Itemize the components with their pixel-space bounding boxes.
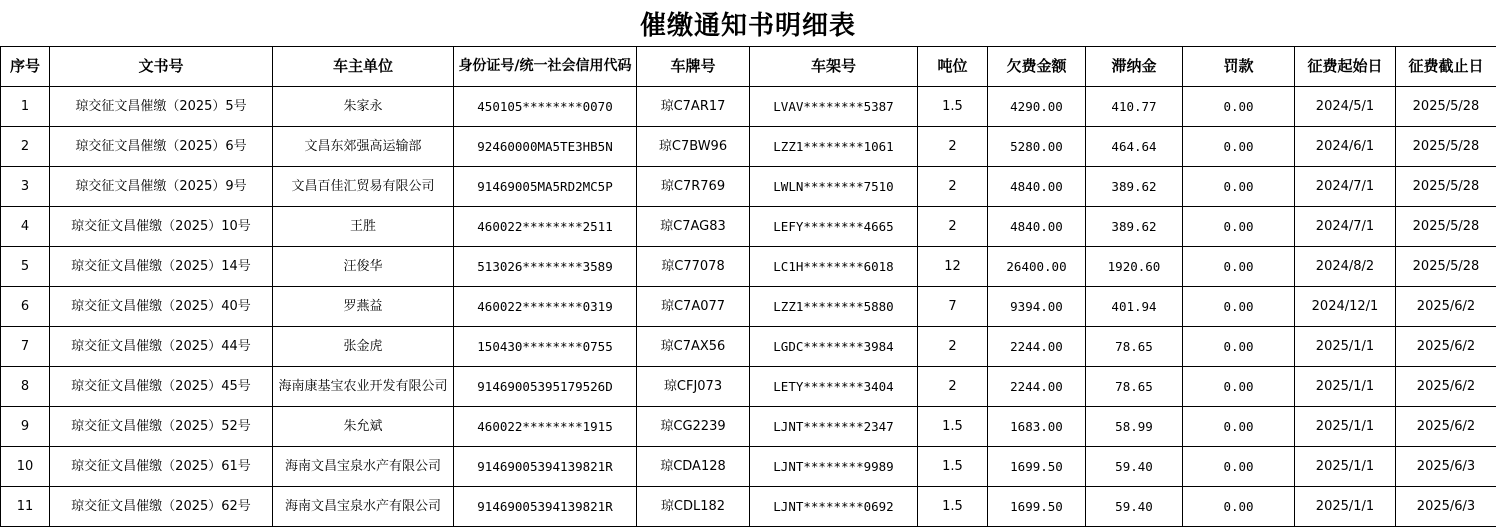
table-row (1, 487, 1496, 527)
cell-arrears[interactable]: 5280.00 (988, 127, 1086, 167)
cell-plate[interactable]: 琼C7R769 (637, 167, 750, 207)
cell-document-no[interactable]: 琼交征文昌催缴（2025）62号 (50, 487, 273, 527)
cell-tonnage[interactable]: 2 (918, 327, 988, 367)
cell-tonnage[interactable]: 12 (918, 247, 988, 287)
cell-fine[interactable]: 0.00 (1183, 487, 1295, 527)
table-row (1, 167, 1496, 207)
cell-plate[interactable]: 琼CDL182 (637, 487, 750, 527)
cell-start-date[interactable]: 2024/8/2 (1295, 247, 1396, 287)
cell-document-no[interactable]: 琼交征文昌催缴（2025）14号 (50, 247, 273, 287)
cell-tonnage[interactable]: 1.5 (918, 407, 988, 447)
table-row (1, 447, 1496, 487)
col-header-owner[interactable]: 车主单位 (273, 47, 454, 87)
cell-fine[interactable]: 0.00 (1183, 367, 1295, 407)
cell-fine[interactable]: 0.00 (1183, 247, 1295, 287)
cell-plate[interactable]: 琼C7A077 (637, 287, 750, 327)
cell-end-date[interactable]: 2025/6/2 (1396, 327, 1496, 367)
cell-end-date[interactable]: 2025/5/28 (1396, 207, 1496, 247)
cell-seq[interactable]: 9 (1, 407, 50, 447)
cell-document-no[interactable]: 琼交征文昌催缴（2025）45号 (50, 367, 273, 407)
cell-start-date[interactable]: 2024/5/1 (1295, 87, 1396, 127)
cell-id-number[interactable]: 460022********1915 (454, 407, 637, 447)
cell-late-fee[interactable]: 59.40 (1086, 447, 1183, 487)
cell-id-number[interactable]: 91469005395179526D (454, 367, 637, 407)
cell-vin[interactable]: LVAV********5387 (750, 87, 918, 127)
cell-document-no[interactable]: 琼交征文昌催缴（2025）52号 (50, 407, 273, 447)
cell-owner[interactable]: 朱允斌 (273, 407, 454, 447)
cell-arrears[interactable]: 4840.00 (988, 207, 1086, 247)
cell-id-number[interactable]: 91469005394139821R (454, 487, 637, 527)
cell-fine[interactable]: 0.00 (1183, 287, 1295, 327)
cell-arrears[interactable]: 1699.50 (988, 447, 1086, 487)
cell-document-no[interactable]: 琼交征文昌催缴（2025）44号 (50, 327, 273, 367)
col-header-vin[interactable]: 车架号 (750, 47, 918, 87)
cell-fine[interactable]: 0.00 (1183, 207, 1295, 247)
cell-owner[interactable]: 王胜 (273, 207, 454, 247)
cell-owner[interactable]: 朱家永 (273, 87, 454, 127)
cell-arrears[interactable]: 2244.00 (988, 367, 1086, 407)
table-row (1, 207, 1496, 247)
col-header-fine[interactable]: 罚款 (1183, 47, 1295, 87)
cell-late-fee[interactable]: 389.62 (1086, 207, 1183, 247)
cell-owner[interactable]: 海南文昌宝泉水产有限公司 (273, 447, 454, 487)
cell-seq[interactable]: 6 (1, 287, 50, 327)
cell-owner[interactable]: 汪俊华 (273, 247, 454, 287)
cell-seq[interactable]: 8 (1, 367, 50, 407)
cell-owner[interactable]: 文昌百佳汇贸易有限公司 (273, 167, 454, 207)
cell-late-fee[interactable]: 78.65 (1086, 367, 1183, 407)
cell-end-date[interactable]: 2025/6/2 (1396, 367, 1496, 407)
notice-detail-table (0, 46, 1496, 527)
cell-seq[interactable]: 1 (1, 87, 50, 127)
cell-late-fee[interactable]: 464.64 (1086, 127, 1183, 167)
cell-id-number[interactable]: 460022********0319 (454, 287, 637, 327)
cell-plate[interactable]: 琼C7AR17 (637, 87, 750, 127)
cell-start-date[interactable]: 2024/7/1 (1295, 207, 1396, 247)
cell-fine[interactable]: 0.00 (1183, 127, 1295, 167)
cell-start-date[interactable]: 2024/6/1 (1295, 127, 1396, 167)
cell-end-date[interactable]: 2025/5/28 (1396, 127, 1496, 167)
table-row (1, 367, 1496, 407)
cell-end-date[interactable]: 2025/6/2 (1396, 407, 1496, 447)
cell-end-date[interactable]: 2025/5/28 (1396, 87, 1496, 127)
table-body (1, 87, 1496, 527)
table-row (1, 327, 1496, 367)
cell-plate[interactable]: 琼C7AX56 (637, 327, 750, 367)
cell-id-number[interactable]: 450105********0070 (454, 87, 637, 127)
cell-end-date[interactable]: 2025/6/3 (1396, 447, 1496, 487)
cell-tonnage[interactable]: 1.5 (918, 447, 988, 487)
cell-late-fee[interactable]: 1920.60 (1086, 247, 1183, 287)
cell-late-fee[interactable]: 58.99 (1086, 407, 1183, 447)
cell-tonnage[interactable]: 2 (918, 127, 988, 167)
cell-seq[interactable]: 11 (1, 487, 50, 527)
cell-vin[interactable]: LC1H********6018 (750, 247, 918, 287)
col-header-id-number[interactable]: 身份证号/统一社会信用代码 (454, 47, 637, 87)
cell-plate[interactable]: 琼CFJ073 (637, 367, 750, 407)
cell-end-date[interactable]: 2025/6/2 (1396, 287, 1496, 327)
cell-tonnage[interactable]: 2 (918, 167, 988, 207)
cell-late-fee[interactable]: 59.40 (1086, 487, 1183, 527)
cell-id-number[interactable]: 91469005394139821R (454, 447, 637, 487)
table-row (1, 407, 1496, 447)
col-header-arrears[interactable]: 欠费金额 (988, 47, 1086, 87)
cell-document-no[interactable]: 琼交征文昌催缴（2025）10号 (50, 207, 273, 247)
cell-id-number[interactable]: 92460000MA5TE3HB5N (454, 127, 637, 167)
cell-vin[interactable]: LZZ1********1061 (750, 127, 918, 167)
table-row (1, 247, 1496, 287)
cell-tonnage[interactable]: 2 (918, 367, 988, 407)
cell-vin[interactable]: LWLN********7510 (750, 167, 918, 207)
cell-tonnage[interactable]: 1.5 (918, 487, 988, 527)
cell-tonnage[interactable]: 1.5 (918, 87, 988, 127)
table-row (1, 287, 1496, 327)
cell-arrears[interactable]: 1699.50 (988, 487, 1086, 527)
cell-start-date[interactable]: 2024/12/1 (1295, 287, 1396, 327)
cell-end-date[interactable]: 2025/5/28 (1396, 167, 1496, 207)
cell-owner[interactable]: 罗燕益 (273, 287, 454, 327)
cell-vin[interactable]: LGDC********3984 (750, 327, 918, 367)
col-header-document-no[interactable]: 文书号 (50, 47, 273, 87)
cell-vin[interactable]: LZZ1********5880 (750, 287, 918, 327)
cell-late-fee[interactable]: 389.62 (1086, 167, 1183, 207)
cell-start-date[interactable]: 2025/1/1 (1295, 487, 1396, 527)
table-row (1, 127, 1496, 167)
cell-document-no[interactable]: 琼交征文昌催缴（2025）9号 (50, 167, 273, 207)
cell-seq[interactable]: 4 (1, 207, 50, 247)
cell-late-fee[interactable]: 410.77 (1086, 87, 1183, 127)
cell-fine[interactable]: 0.00 (1183, 327, 1295, 367)
cell-id-number[interactable]: 513026********3589 (454, 247, 637, 287)
cell-owner[interactable]: 海南文昌宝泉水产有限公司 (273, 487, 454, 527)
cell-seq[interactable]: 7 (1, 327, 50, 367)
cell-id-number[interactable]: 460022********2511 (454, 207, 637, 247)
col-header-plate[interactable]: 车牌号 (637, 47, 750, 87)
cell-seq[interactable]: 3 (1, 167, 50, 207)
col-header-tonnage[interactable]: 吨位 (918, 47, 988, 87)
cell-start-date[interactable]: 2024/7/1 (1295, 167, 1396, 207)
cell-seq[interactable]: 5 (1, 247, 50, 287)
cell-seq[interactable]: 2 (1, 127, 50, 167)
cell-arrears[interactable]: 4290.00 (988, 87, 1086, 127)
table-row (1, 87, 1496, 127)
cell-tonnage[interactable]: 7 (918, 287, 988, 327)
cell-arrears[interactable]: 1683.00 (988, 407, 1086, 447)
cell-plate[interactable]: 琼CDA128 (637, 447, 750, 487)
cell-plate[interactable]: 琼C7BW96 (637, 127, 750, 167)
col-header-late-fee[interactable]: 滞纳金 (1086, 47, 1183, 87)
cell-tonnage[interactable]: 2 (918, 207, 988, 247)
cell-id-number[interactable]: 150430********0755 (454, 327, 637, 367)
cell-end-date[interactable]: 2025/5/28 (1396, 247, 1496, 287)
cell-fine[interactable]: 0.00 (1183, 447, 1295, 487)
cell-arrears[interactable]: 9394.00 (988, 287, 1086, 327)
col-header-start-date[interactable]: 征费起始日 (1295, 47, 1396, 87)
cell-fine[interactable]: 0.00 (1183, 167, 1295, 207)
cell-late-fee[interactable]: 78.65 (1086, 327, 1183, 367)
cell-plate[interactable]: 琼C77078 (637, 247, 750, 287)
cell-arrears[interactable]: 2244.00 (988, 327, 1086, 367)
table-header-row (1, 47, 1496, 87)
sheet-title: 催缴通知书明细表 (639, 10, 856, 41)
cell-start-date[interactable]: 2025/1/1 (1295, 327, 1396, 367)
col-header-end-date[interactable]: 征费截止日 (1396, 47, 1496, 87)
cell-id-number[interactable]: 91469005MA5RD2MC5P (454, 167, 637, 207)
cell-owner[interactable]: 文昌东郊强高运输部 (273, 127, 454, 167)
cell-start-date[interactable]: 2025/1/1 (1295, 367, 1396, 407)
cell-plate[interactable]: 琼C7AG83 (637, 207, 750, 247)
cell-start-date[interactable]: 2025/1/1 (1295, 407, 1396, 447)
cell-vin[interactable]: LEFY********4665 (750, 207, 918, 247)
cell-fine[interactable]: 0.00 (1183, 87, 1295, 127)
cell-owner[interactable]: 张金虎 (273, 327, 454, 367)
cell-document-no[interactable]: 琼交征文昌催缴（2025）5号 (50, 87, 273, 127)
cell-late-fee[interactable]: 401.94 (1086, 287, 1183, 327)
cell-vin[interactable]: LETY********3404 (750, 367, 918, 407)
cell-owner[interactable]: 海南康基宝农业开发有限公司 (273, 367, 454, 407)
cell-fine[interactable]: 0.00 (1183, 407, 1295, 447)
cell-start-date[interactable]: 2025/1/1 (1295, 447, 1396, 487)
cell-document-no[interactable]: 琼交征文昌催缴（2025）40号 (50, 287, 273, 327)
cell-end-date[interactable]: 2025/6/3 (1396, 487, 1496, 527)
cell-vin[interactable]: LJNT********0692 (750, 487, 918, 527)
col-header-seq[interactable]: 序号 (1, 47, 50, 87)
cell-arrears[interactable]: 4840.00 (988, 167, 1086, 207)
cell-plate[interactable]: 琼CG2239 (637, 407, 750, 447)
cell-document-no[interactable]: 琼交征文昌催缴（2025）61号 (50, 447, 273, 487)
cell-vin[interactable]: LJNT********2347 (750, 407, 918, 447)
cell-arrears[interactable]: 26400.00 (988, 247, 1086, 287)
cell-vin[interactable]: LJNT********9989 (750, 447, 918, 487)
cell-document-no[interactable]: 琼交征文昌催缴（2025）6号 (50, 127, 273, 167)
cell-seq[interactable]: 10 (1, 447, 50, 487)
